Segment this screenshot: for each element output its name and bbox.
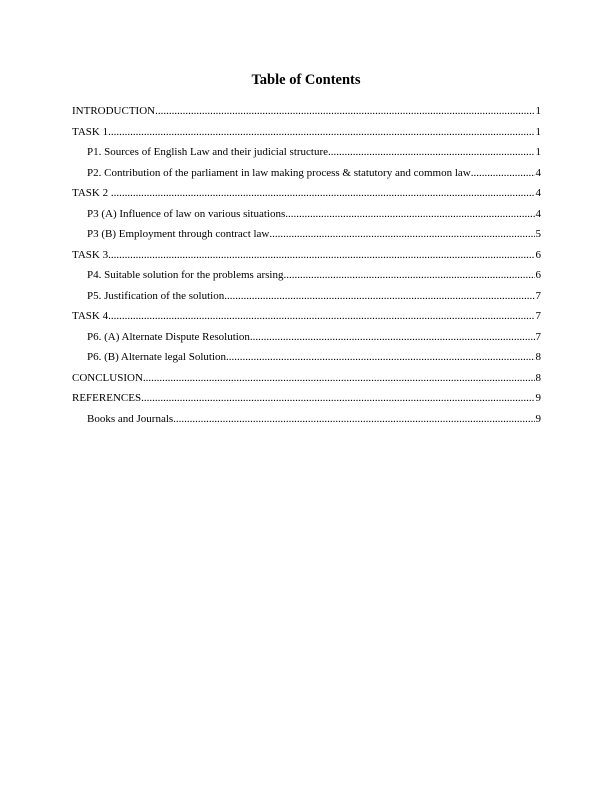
- toc-entry-references[interactable]: [72, 388, 541, 409]
- toc-page-number: 1: [535, 125, 541, 138]
- toc-page-number: 5: [535, 228, 541, 240]
- toc-entry-conclusion[interactable]: [72, 368, 541, 389]
- toc-dot-leader: [224, 286, 534, 307]
- toc-dot-leader: [173, 409, 534, 430]
- toc-page-number: 8: [535, 371, 541, 384]
- toc-entry-p3-a[interactable]: [72, 204, 541, 225]
- toc-dot-leader: [111, 183, 535, 204]
- toc-entry-text: TASK 3: [72, 248, 109, 261]
- toc-dot-leader: [141, 388, 534, 409]
- toc-dot-leader: [269, 224, 534, 245]
- toc-dot-leader: [285, 204, 534, 225]
- toc-entry-task-1[interactable]: [72, 122, 541, 143]
- toc-page-number: 9: [535, 412, 541, 425]
- toc-page-number: 6: [535, 269, 541, 281]
- toc-page-number: 9: [535, 392, 541, 404]
- toc-dot-leader: [108, 122, 534, 143]
- toc-page-number: 7: [535, 330, 541, 343]
- toc-page-number: 4: [535, 166, 541, 179]
- toc-entry-text: INTRODUCTION: [72, 105, 156, 117]
- toc-entry-task-4[interactable]: [72, 306, 541, 327]
- toc-entry-text: P6. (B) Alternate legal Solution: [87, 351, 227, 363]
- toc-dot-leader: [108, 306, 534, 327]
- toc-dot-leader: [250, 327, 535, 348]
- toc-entry-books-and-journals[interactable]: [72, 409, 541, 430]
- toc-entry-p2[interactable]: [72, 163, 541, 184]
- toc-page-number: 7: [535, 289, 541, 302]
- toc-page-number: 1: [535, 146, 541, 158]
- toc-entry-p6-b[interactable]: [72, 347, 541, 368]
- toc-entry-text: P3 (A) Influence of law on various situations: [87, 207, 286, 220]
- toc-entry-text: P3 (B) Employment through contract law: [87, 228, 270, 240]
- toc-entry-p4[interactable]: [72, 265, 541, 286]
- toc-page-number: 6: [535, 248, 541, 261]
- toc-entry-task-2[interactable]: [72, 183, 541, 204]
- toc-title: Table of Contents: [251, 72, 361, 88]
- toc-entry-introduction[interactable]: [72, 101, 541, 122]
- toc-dot-leader: [328, 142, 534, 163]
- toc-entry-text: P4. Suitable solution for the problems arsing: [87, 269, 284, 281]
- toc-dot-leader: [283, 265, 534, 286]
- toc-page-number: 8: [535, 351, 541, 363]
- toc-entry-p6-a[interactable]: [72, 327, 541, 348]
- toc-entry-text: P1. Sources of English Law and their judicial structure: [87, 146, 329, 158]
- toc-entry-text: REFERENCES: [72, 392, 142, 404]
- toc-entry-p1[interactable]: [72, 142, 541, 163]
- toc-dot-leader: [471, 163, 535, 184]
- toc-entry-text: P6. (A) Alternate Dispute Resolution: [87, 330, 250, 343]
- toc-entry-text: P5. Justification of the solution: [87, 289, 225, 302]
- toc-dot-leader: [143, 368, 535, 389]
- toc-entry-task-3[interactable]: [72, 245, 541, 266]
- toc-dot-leader: [226, 347, 534, 368]
- toc-entry-p3-b[interactable]: [72, 224, 541, 245]
- toc-page-number: 7: [535, 310, 541, 322]
- toc-entry-text: P2. Contribution of the parliament in law making process & statutory and common law: [87, 166, 471, 179]
- toc-dot-leader: [108, 245, 534, 266]
- toc-entry-p5[interactable]: [72, 286, 541, 307]
- toc-entry-text: TASK 4: [72, 310, 109, 322]
- toc-page-number: 1: [535, 105, 541, 117]
- toc-entry-text: Books and Journals: [87, 412, 174, 425]
- toc-entry-text: CONCLUSION: [72, 371, 143, 384]
- toc-entry-text: TASK 2: [72, 187, 111, 199]
- toc-page-number: 4: [535, 207, 541, 220]
- toc-list: [72, 101, 541, 429]
- toc-page-number: 4: [535, 187, 541, 199]
- toc-entry-text: TASK 1: [72, 125, 109, 138]
- toc-dot-leader: [155, 101, 534, 122]
